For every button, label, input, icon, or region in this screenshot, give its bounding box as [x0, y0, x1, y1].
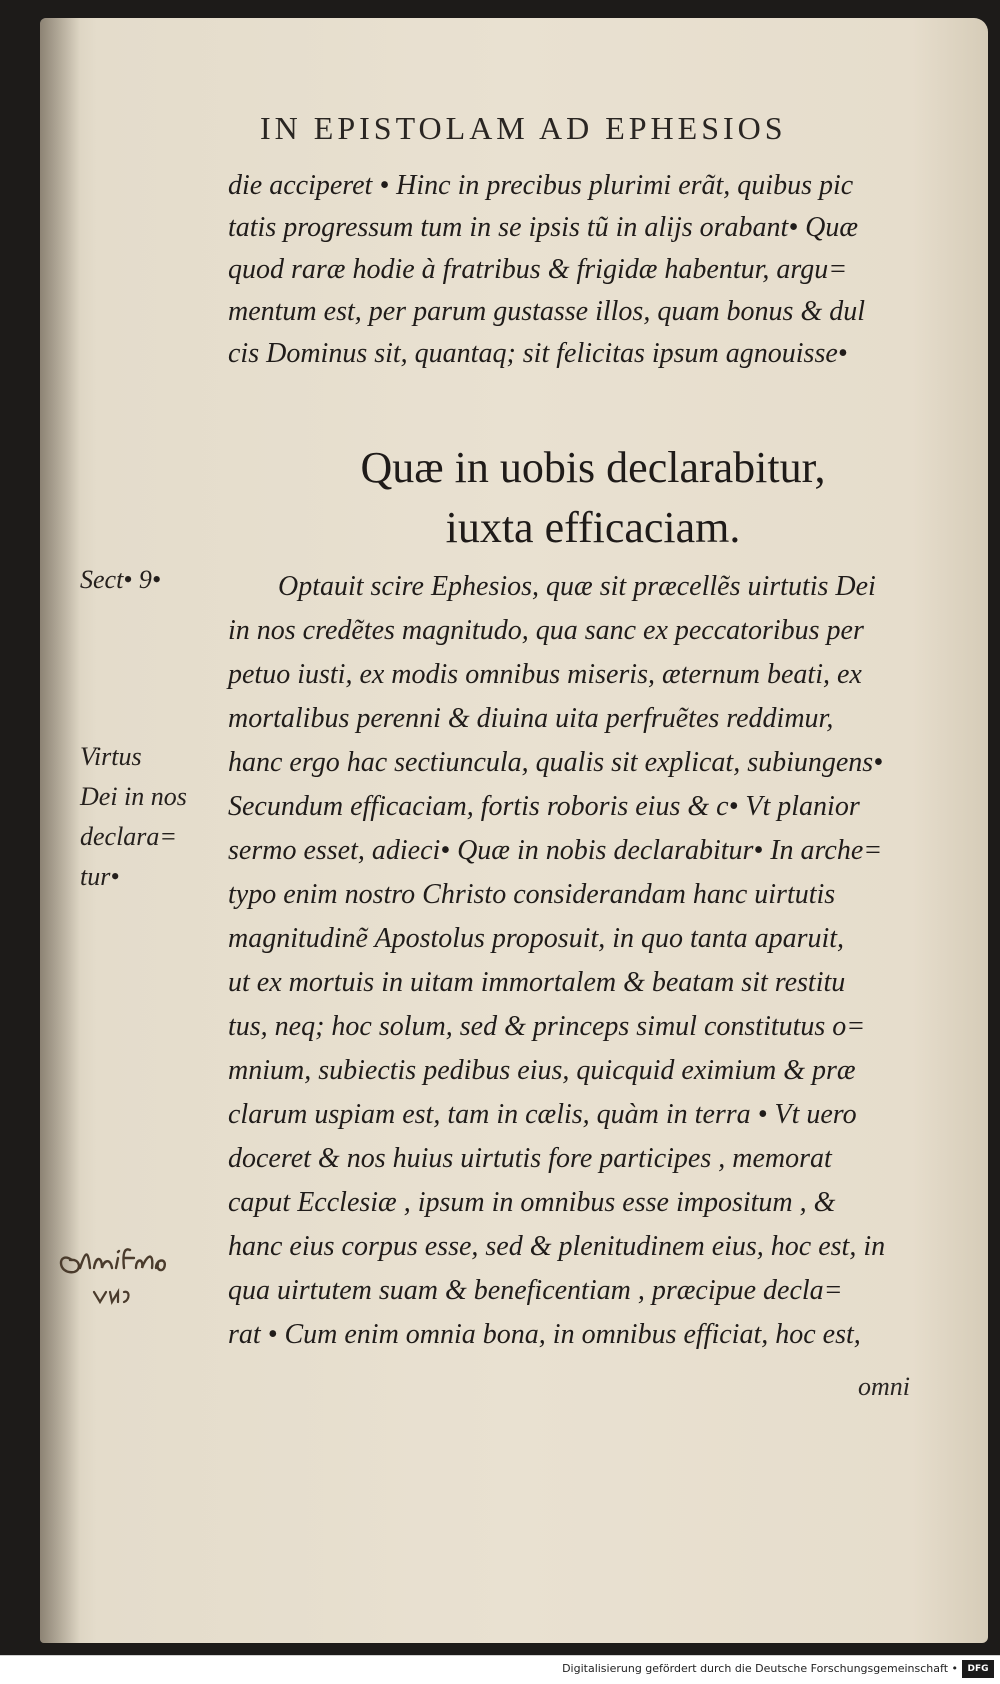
text-line: mnium, subiectis pedibus eius, quicquid eximium & præ [228, 1055, 856, 1086]
text-line: doceret & nos huius uirtutis fore participes , memorat [228, 1143, 832, 1174]
text-line: sermo esset, adieci• Quæ in nobis declarabitur• In arche= [228, 835, 883, 866]
heading-line: iuxta efficaciam. [445, 503, 741, 552]
catchword: omni [858, 1372, 910, 1401]
margin-note-section: Sect• 9• [80, 565, 162, 594]
handwritten-annotation [52, 1230, 202, 1320]
page-gutter-shadow [40, 18, 80, 1643]
text-line: qua uirtutem suam & beneficentiam , præcipue decla= [228, 1275, 843, 1306]
section-heading [228, 438, 958, 558]
text-line: quod raræ hodie à fratribus & frigidæ habentur, argu= [228, 254, 848, 285]
footer-bar [0, 1655, 1000, 1684]
main-paragraph [228, 565, 958, 1357]
text-line: Optauit scire Ephesios, quæ sit præcellẽs uirtutis Dei [278, 571, 876, 602]
text-line: tus, neq; hoc solum, sed & princeps simul constitutus o= [228, 1011, 866, 1042]
heading-line: Quæ in uobis declarabitur, [360, 443, 826, 492]
text-line: mortalibus perenni & diuina uita perfruẽtes reddimur, [228, 703, 834, 734]
text-line: rat • Cum enim omnia bona, in omnibus efficiat, hoc est, [228, 1319, 861, 1350]
text-line: cis Dominus sit, quantaq; sit felicitas ipsum agnouisse• [228, 338, 848, 369]
margin-note-line: tur• [80, 862, 120, 891]
footer-credit: Digitalisierung gefördert durch die Deutsche Forschungsgemeinschaft • [562, 1662, 958, 1675]
margin-note-virtus [80, 737, 187, 897]
text-line: clarum uspiam est, tam in cælis, quàm in terra • Vt uero [228, 1099, 857, 1130]
text-line: die acciperet • Hinc in precibus plurimi erãt, quibus pic [228, 170, 854, 201]
text-line: Secundum efficaciam, fortis roboris eius & c• Vt planior [228, 791, 860, 822]
margin-note-line: Dei in nos [80, 782, 187, 811]
running-head: IN EPISTOLAM AD EPHESIOS [260, 110, 787, 146]
text-line: typo enim nostro Christo considerandam hanc uirtutis [228, 879, 836, 910]
margin-note-line: declara= [80, 822, 177, 851]
text-line: hanc ergo hac sectiuncula, qualis sit explicat, subiungens• [228, 747, 883, 778]
text-line: magnitudinẽ Apostolus proposuit, in quo tanta aparuit, [228, 923, 845, 954]
text-line: hanc eius corpus esse, sed & plenitudinem eius, hoc est, in [228, 1231, 886, 1262]
text-line: caput Ecclesiæ , ipsum in omnibus esse impositum , & [228, 1187, 836, 1218]
text-line: in nos credẽtes magnitudo, qua sanc ex peccatoribus per [228, 615, 864, 646]
top-paragraph [228, 165, 958, 375]
text-line: petuo iusti, ex modis omnibus miseris, æternum beati, ex [228, 659, 862, 690]
margin-note-line: Virtus [80, 742, 142, 771]
dfg-logo-icon: DFG [962, 1660, 994, 1678]
text-line: ut ex mortuis in uitam immortalem & beatam sit restitu [228, 967, 846, 998]
text-line: tatis progressum tum in se ipsis tũ in alijs orabant• Quæ [228, 212, 859, 243]
text-line: mentum est, per parum gustasse illos, quam bonus & dul [228, 296, 865, 327]
